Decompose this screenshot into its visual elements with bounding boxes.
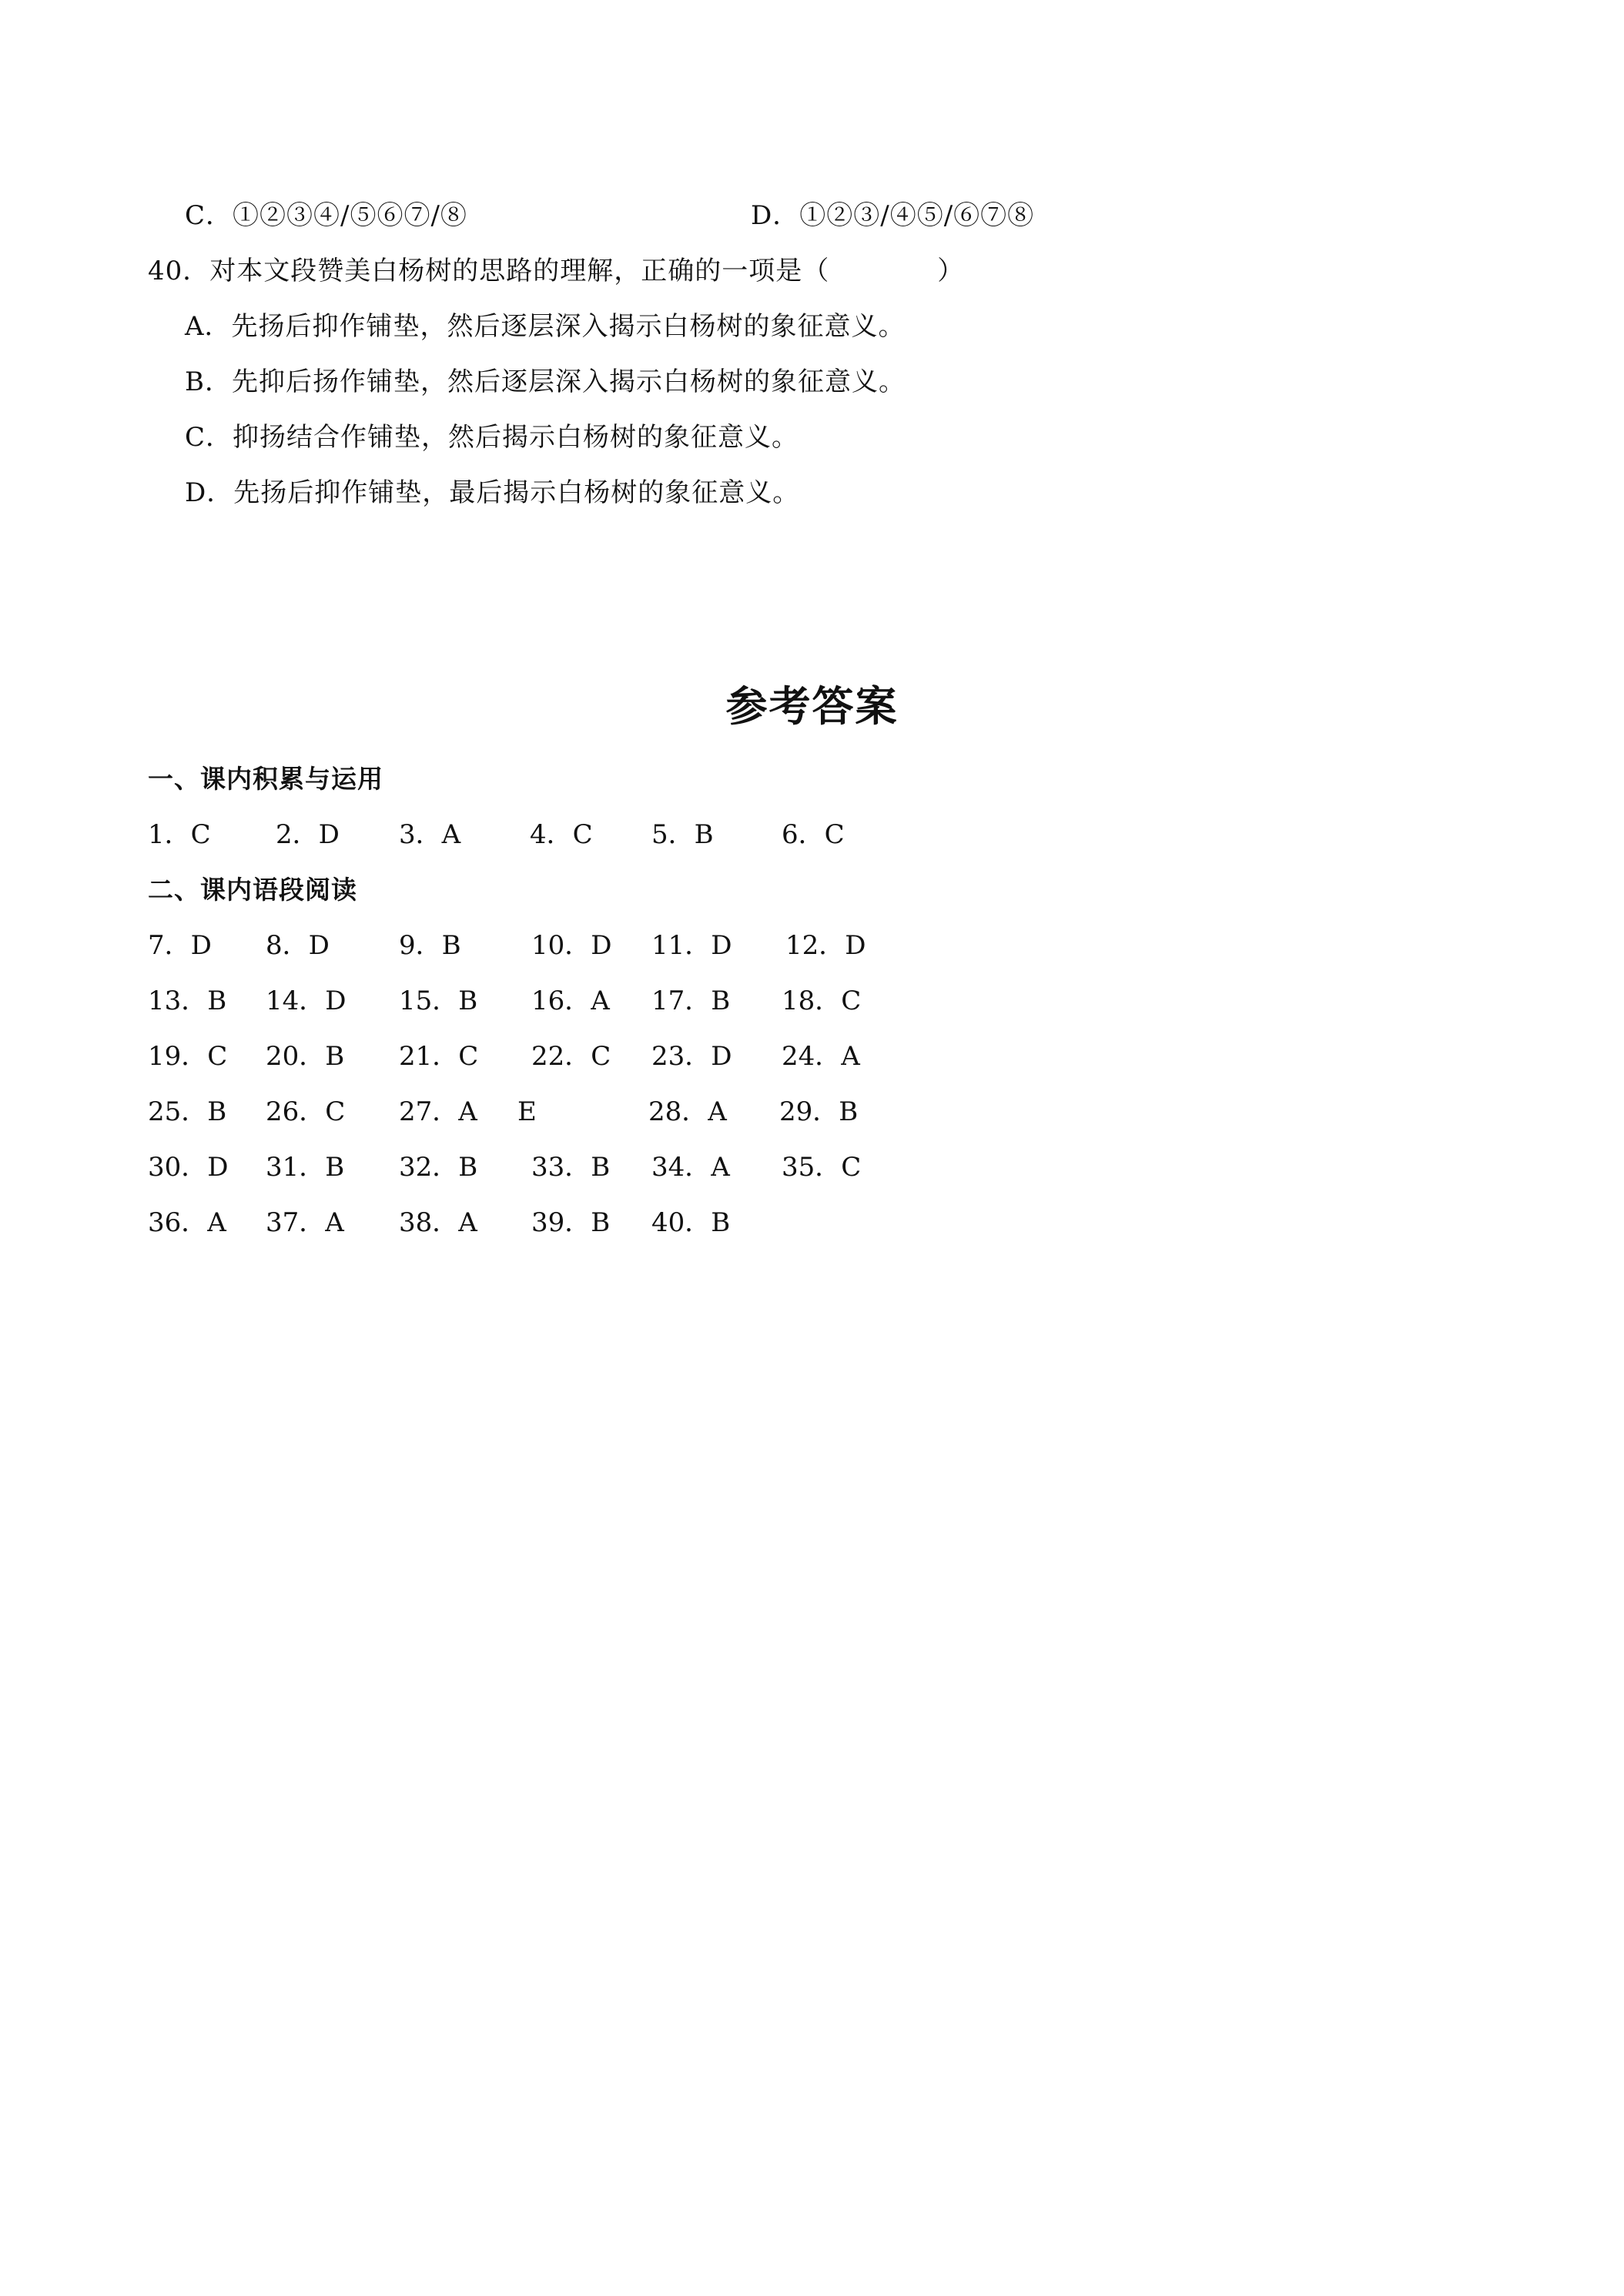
answer-key-title: 参考答案	[725, 682, 899, 731]
answer-item: 34．A	[651, 1152, 730, 1183]
answer-item: 19．C	[148, 1041, 228, 1072]
answer-item: E	[517, 1096, 537, 1127]
answer-item: 5．B	[651, 819, 714, 850]
answer-item: 25．B	[148, 1096, 227, 1127]
answer-item: 17．B	[651, 986, 731, 1016]
section-heading-1: 一、课内积累与运用	[148, 764, 383, 794]
answer-item: 8．D	[266, 930, 330, 961]
answer-item: 9．B	[399, 930, 461, 961]
answer-item: 18．C	[782, 986, 862, 1016]
answer-item: 38．A	[399, 1207, 477, 1238]
answer-item: 39．B	[531, 1207, 611, 1238]
q40-option-b: B．先抑后扬作铺垫，然后逐层深入揭示白杨树的象征意义。	[185, 366, 906, 397]
answer-item: 20．B	[266, 1041, 345, 1072]
answer-item: 15．B	[399, 986, 478, 1016]
answer-item: 3．A	[399, 819, 461, 850]
answer-item: 30．D	[148, 1152, 229, 1183]
answer-item: 32．B	[399, 1152, 478, 1183]
q40-option-c: C．抑扬结合作铺垫，然后揭示白杨树的象征意义。	[185, 422, 799, 453]
answer-item: 21．C	[399, 1041, 479, 1072]
answer-item: 36．A	[148, 1207, 226, 1238]
answer-item: 12．D	[785, 930, 866, 961]
answer-item: 33．B	[531, 1152, 611, 1183]
answer-item: 23．D	[651, 1041, 732, 1072]
answer-item: 28．A	[648, 1096, 727, 1127]
answer-item: 1．C	[148, 819, 211, 850]
q39-option-d: D．①②③/④⑤/⑥⑦⑧	[751, 200, 1035, 231]
answer-item: 35．C	[782, 1152, 862, 1183]
answer-item: 22．C	[531, 1041, 611, 1072]
q40-option-a: A．先扬后抑作铺垫，然后逐层深入揭示白杨树的象征意义。	[185, 311, 906, 342]
answer-item: 40．B	[651, 1207, 731, 1238]
answer-item: 13．B	[148, 986, 227, 1016]
answer-item: 26．C	[266, 1096, 346, 1127]
answer-item: 2．D	[276, 819, 340, 850]
q39-option-c: C．①②③④/⑤⑥⑦/⑧	[185, 200, 467, 231]
answer-item: 27．A	[399, 1096, 477, 1127]
answer-item: 37．A	[266, 1207, 344, 1238]
q40-option-d: D．先扬后抑作铺垫，最后揭示白杨树的象征意义。	[185, 477, 800, 508]
answer-item: 7．D	[148, 930, 212, 961]
answer-item: 29．B	[779, 1096, 859, 1127]
answer-item: 14．D	[266, 986, 347, 1016]
answer-item: 31．B	[266, 1152, 345, 1183]
answer-item: 10．D	[531, 930, 612, 961]
answer-item: 16．A	[531, 986, 610, 1016]
q40-stem: 40．对本文段赞美白杨树的思路的理解，正确的一项是（ ）	[148, 256, 965, 286]
answer-item: 24．A	[782, 1041, 860, 1072]
answer-item: 6．C	[782, 819, 845, 850]
answer-item: 4．C	[530, 819, 593, 850]
section-heading-2: 二、课内语段阅读	[148, 875, 357, 905]
answer-item: 11．D	[651, 930, 732, 961]
